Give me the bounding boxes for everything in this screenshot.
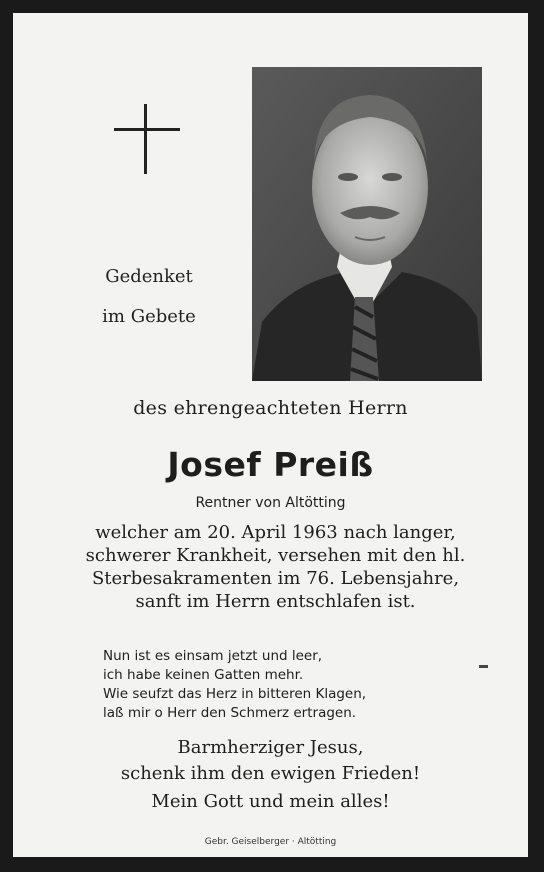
invocation-line-2: im Gebete	[102, 306, 196, 327]
printer-credit: Gebr. Geiselberger · Altötting	[204, 837, 337, 847]
honorific: des ehrengeachteten Herrn	[133, 397, 408, 419]
ink-speck	[479, 665, 488, 668]
motto: Mein Gott und mein alles!	[151, 791, 390, 812]
bio-line: schwerer Krankheit, versehen mit den hl.	[85, 545, 466, 566]
bio-line: Sterbesakramenten im 76. Lebensjahre,	[91, 568, 460, 589]
memorial-card	[13, 13, 528, 857]
poem-line: laß mir o Herr den Schmerz ertragen.	[103, 705, 357, 721]
occupation: Rentner von Altötting	[195, 495, 346, 511]
poem	[103, 647, 463, 723]
prayer	[13, 735, 528, 787]
invocation	[79, 257, 219, 337]
deceased-name: Josef Preiß	[167, 445, 374, 484]
cross-icon	[114, 104, 180, 174]
prayer-line: Barmherziger Jesus,	[177, 737, 364, 758]
invocation-line-1: Gedenket	[105, 266, 193, 287]
poem-line: ich habe keinen Gatten mehr.	[103, 667, 304, 683]
poem-line: Nun ist es einsam jetzt und leer,	[103, 648, 323, 664]
portrait-photo	[252, 67, 482, 381]
bio-line: sanft im Herrn entschlafen ist.	[135, 591, 416, 612]
prayer-line: schenk ihm den ewigen Frieden!	[120, 763, 421, 784]
biography	[63, 521, 488, 613]
poem-line: Wie seufzt das Herz in bitteren Klagen,	[103, 686, 367, 702]
bio-line: welcher am 20. April 1963 nach langer,	[95, 522, 456, 543]
